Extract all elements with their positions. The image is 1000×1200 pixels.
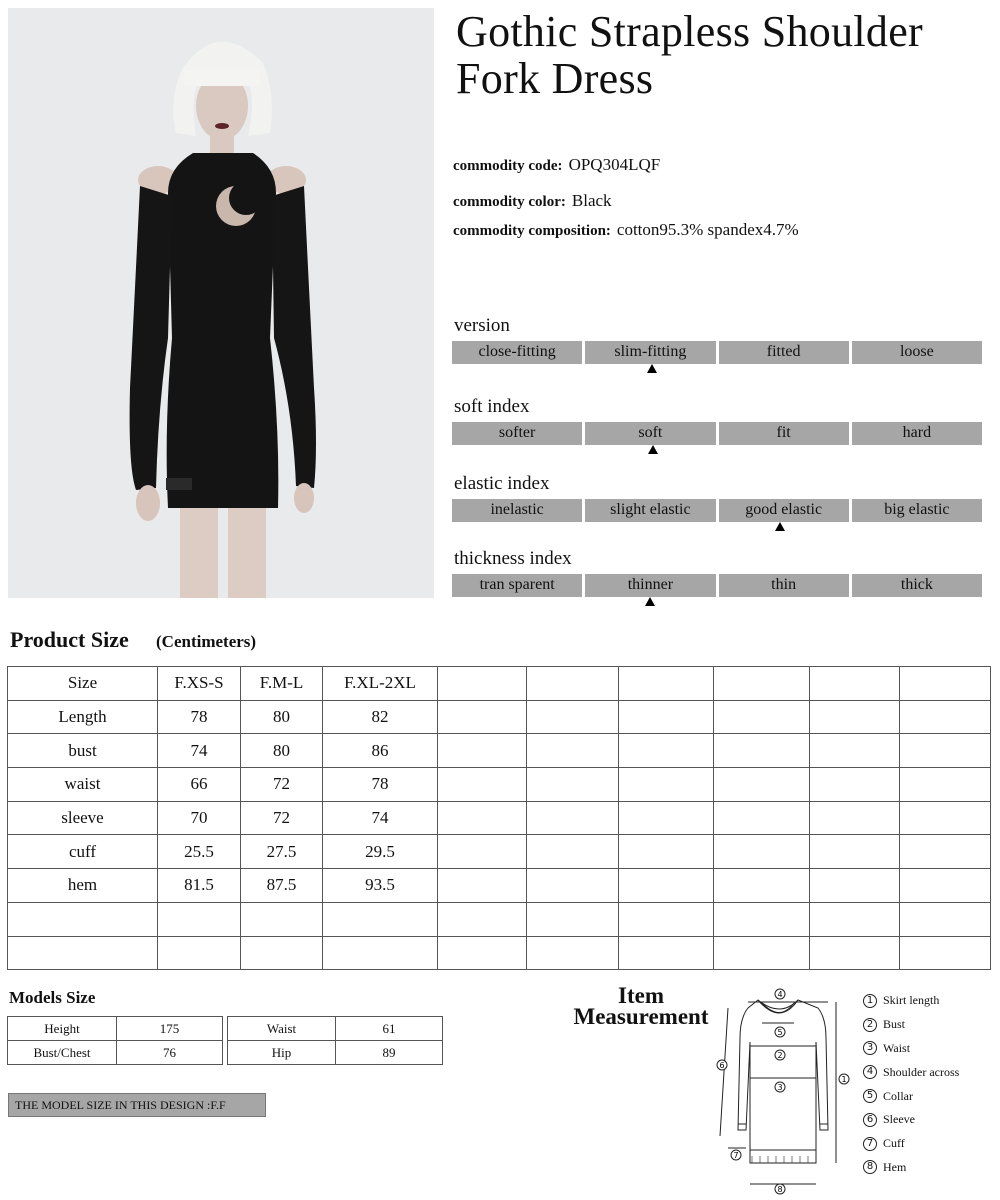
table-cell — [438, 700, 527, 734]
table-cell — [527, 768, 619, 802]
table-cell — [241, 936, 323, 970]
table-cell: hem — [8, 869, 158, 903]
table-cell: 27.5 — [241, 835, 323, 869]
table-row — [228, 1041, 443, 1065]
version-label: version — [454, 315, 510, 336]
table-cell — [8, 902, 158, 936]
table-cell — [619, 734, 714, 768]
table-cell — [438, 902, 527, 936]
table-cell — [714, 835, 810, 869]
table-cell — [527, 801, 619, 835]
table-cell — [619, 902, 714, 936]
table-cell: cuff — [8, 835, 158, 869]
table-cell — [810, 801, 900, 835]
legend-item: 3 Waist — [863, 1037, 959, 1061]
table-cell: Waist — [228, 1017, 336, 1041]
legend-item: 6 Sleeve — [863, 1108, 959, 1132]
thickness-index-scale — [452, 574, 982, 597]
elastic-index-option: big elastic — [852, 499, 982, 522]
svg-text:5: 5 — [777, 1028, 783, 1037]
table-cell: 70 — [158, 801, 241, 835]
table-header-cell: Size — [8, 667, 158, 701]
table-header-cell — [900, 667, 991, 701]
table-row — [8, 936, 991, 970]
soft-index-option: soft — [585, 422, 715, 445]
table-cell: 74 — [323, 801, 438, 835]
table-header-row — [8, 667, 991, 701]
table-cell — [158, 902, 241, 936]
table-header-cell — [619, 667, 714, 701]
table-cell — [619, 700, 714, 734]
table-cell — [810, 835, 900, 869]
thickness-index-marker — [645, 597, 655, 606]
elastic-index-label: elastic index — [454, 473, 550, 494]
product-size-title: Product Size — [10, 627, 129, 652]
table-cell — [900, 936, 991, 970]
legend-item: 7 Cuff — [863, 1132, 959, 1156]
soft-index-option: softer — [452, 422, 582, 445]
elastic-index-option: good elastic — [719, 499, 849, 522]
table-cell: 82 — [323, 700, 438, 734]
table-cell — [241, 902, 323, 936]
table-cell — [8, 936, 158, 970]
thickness-index-option: tran sparent — [452, 574, 582, 597]
legend-item: 4 Shoulder across — [863, 1060, 959, 1084]
table-cell — [900, 835, 991, 869]
table-cell: 175 — [117, 1017, 223, 1041]
item-measurement-title: Item Measurement — [573, 983, 709, 1029]
table-cell — [900, 869, 991, 903]
soft-index-option: fit — [719, 422, 849, 445]
dress-measurement-diagram — [710, 978, 860, 1196]
table-cell: sleeve — [8, 801, 158, 835]
table-cell — [810, 768, 900, 802]
model-size-note: THE MODEL SIZE IN THIS DESIGN :F.F — [8, 1093, 266, 1117]
table-cell — [527, 902, 619, 936]
table-cell: Hip — [228, 1041, 336, 1065]
table-cell — [438, 768, 527, 802]
table-cell — [438, 869, 527, 903]
table-cell: 66 — [158, 768, 241, 802]
table-cell: 76 — [117, 1041, 223, 1065]
soft-index-label: soft index — [454, 396, 530, 417]
table-cell: bust — [8, 734, 158, 768]
table-cell — [619, 869, 714, 903]
table-cell — [900, 734, 991, 768]
table-header-cell — [527, 667, 619, 701]
elastic-index-scale — [452, 499, 982, 522]
table-cell — [714, 936, 810, 970]
version-option: fitted — [719, 341, 849, 364]
table-cell — [714, 734, 810, 768]
table-cell — [714, 700, 810, 734]
product-size-table — [7, 666, 991, 970]
table-row — [228, 1017, 443, 1041]
product-photo — [8, 8, 434, 598]
table-cell: 72 — [241, 768, 323, 802]
table-cell — [323, 936, 438, 970]
version-marker — [647, 364, 657, 373]
table-cell — [810, 902, 900, 936]
legend-item: 8 Hem — [863, 1156, 959, 1180]
table-header-cell — [810, 667, 900, 701]
legend-item: 2 Bust — [863, 1013, 959, 1037]
table-row — [8, 902, 991, 936]
svg-text:4: 4 — [777, 990, 783, 999]
table-row — [8, 700, 991, 734]
table-row — [8, 835, 991, 869]
elastic-index-option: slight elastic — [585, 499, 715, 522]
table-cell — [527, 700, 619, 734]
elastic-index-marker — [775, 522, 785, 531]
table-cell: 93.5 — [323, 869, 438, 903]
table-cell: 25.5 — [158, 835, 241, 869]
table-header-cell: F.XS-S — [158, 667, 241, 701]
table-cell — [810, 700, 900, 734]
models-size-title: Models Size — [9, 988, 96, 1007]
table-cell — [900, 700, 991, 734]
svg-text:2: 2 — [777, 1051, 783, 1060]
table-row — [8, 801, 991, 835]
table-row — [8, 1017, 223, 1041]
thickness-index-option: thick — [852, 574, 982, 597]
table-cell: 87.5 — [241, 869, 323, 903]
svg-text:7: 7 — [733, 1151, 739, 1160]
legend-item: 1 Skirt length — [863, 989, 959, 1013]
table-cell — [527, 835, 619, 869]
table-cell — [527, 869, 619, 903]
table-header-cell: F.M-L — [241, 667, 323, 701]
table-cell — [323, 902, 438, 936]
table-cell — [158, 936, 241, 970]
elastic-index-option: inelastic — [452, 499, 582, 522]
table-cell: 61 — [336, 1017, 443, 1041]
table-cell — [714, 801, 810, 835]
table-cell: 80 — [241, 734, 323, 768]
table-cell — [810, 936, 900, 970]
table-cell: Height — [8, 1017, 117, 1041]
table-cell — [438, 801, 527, 835]
table-cell — [810, 869, 900, 903]
table-header-cell — [438, 667, 527, 701]
table-cell: 78 — [323, 768, 438, 802]
table-cell — [900, 801, 991, 835]
thickness-index-label: thickness index — [454, 548, 572, 569]
table-row — [8, 1041, 223, 1065]
table-cell — [438, 936, 527, 970]
svg-text:1: 1 — [841, 1075, 847, 1084]
table-cell — [619, 801, 714, 835]
table-cell — [619, 835, 714, 869]
version-option: loose — [852, 341, 982, 364]
table-cell: 72 — [241, 801, 323, 835]
measurement-legend — [863, 989, 959, 1179]
svg-text:8: 8 — [777, 1185, 783, 1194]
product-title: Gothic Strapless Shoulder Fork Dress — [456, 7, 924, 103]
table-cell — [900, 902, 991, 936]
spec-commodity-color: commodity color: Black — [453, 191, 612, 210]
table-cell: 80 — [241, 700, 323, 734]
table-cell — [714, 768, 810, 802]
table-cell — [714, 902, 810, 936]
table-cell — [527, 936, 619, 970]
legend-item: 5 Collar — [863, 1084, 959, 1108]
table-cell: Length — [8, 700, 158, 734]
svg-text:3: 3 — [777, 1083, 783, 1092]
thickness-index-option: thin — [719, 574, 849, 597]
table-cell: 74 — [158, 734, 241, 768]
soft-index-option: hard — [852, 422, 982, 445]
table-cell — [900, 768, 991, 802]
table-cell: 78 — [158, 700, 241, 734]
table-row — [8, 768, 991, 802]
table-cell: 89 — [336, 1041, 443, 1065]
table-cell: 81.5 — [158, 869, 241, 903]
table-header-cell — [714, 667, 810, 701]
table-header-cell: F.XL-2XL — [323, 667, 438, 701]
soft-index-scale — [452, 422, 982, 445]
table-row — [8, 869, 991, 903]
thickness-index-option: thinner — [585, 574, 715, 597]
table-cell: Bust/Chest — [8, 1041, 117, 1065]
table-cell — [714, 869, 810, 903]
table-cell — [619, 936, 714, 970]
table-row — [8, 734, 991, 768]
version-option: close-fitting — [452, 341, 582, 364]
spec-commodity-code: commodity code: OPQ304LQF — [453, 155, 661, 174]
table-cell: 86 — [323, 734, 438, 768]
version-option: slim-fitting — [585, 341, 715, 364]
svg-text:6: 6 — [719, 1061, 725, 1070]
table-cell — [438, 734, 527, 768]
table-cell: waist — [8, 768, 158, 802]
soft-index-marker — [648, 445, 658, 454]
table-cell — [619, 768, 714, 802]
product-size-unit: (Centimeters) — [156, 632, 257, 651]
table-cell: 29.5 — [323, 835, 438, 869]
table-cell — [527, 734, 619, 768]
version-scale — [452, 341, 982, 364]
table-cell — [438, 835, 527, 869]
spec-commodity-composition: commodity composition: cotton95.3% spandex4.7% — [453, 220, 799, 239]
models-size-table-right — [227, 1016, 443, 1065]
models-size-table-left — [7, 1016, 223, 1065]
table-cell — [810, 734, 900, 768]
